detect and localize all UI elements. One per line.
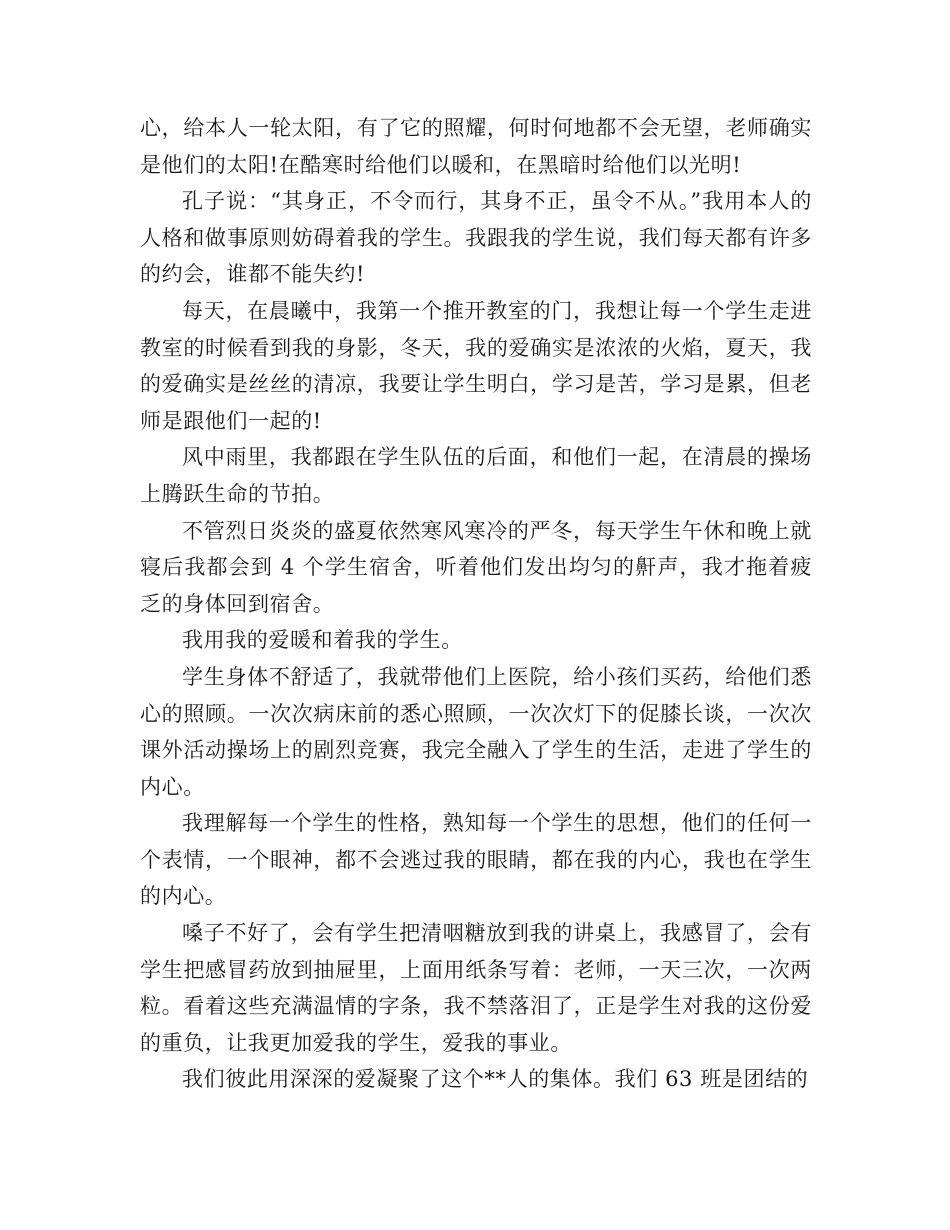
paragraph-4: 风中雨里，我都跟在学生队伍的后面，和他们一起，在清晨的操场上腾跃生命的节拍。: [140, 445, 812, 506]
paragraph-10: 我们彼此用深深的爱凝聚了这个**人的集体。我们 63 班是团结的: [182, 1067, 809, 1092]
paragraph-7: 学生身体不舒适了，我就带他们上医院，给小孩们买药，给他们悉心的照顾。一次次病床前的悉心照顾，一次次灯下的促膝长谈，一次次课外活动操场上的剧烈竞赛，我完全融入了学生的生活，走进了学生的内心。: [140, 664, 812, 799]
paragraph-8: 我理解每一个学生的性格，熟知每一个学生的思想，他们的任何一个表情，一个眼神，都不会逃过我的眼睛，都在我的内心，我也在学生的内心。: [140, 811, 812, 909]
paragraph-1: 心，给本人一轮太阳，有了它的照耀，何时何地都不会无望，老师确实是他们的太阳!在酷寒时给他们以暖和，在黑暗时给他们以光明!: [140, 116, 812, 177]
paragraph-2: 孔子说：“其身正，不令而行，其身不正，虽令不从。”我用本人的人格和做事原则妨碍着我的学生。我跟我的学生说，我们每天都有许多的约会，谁都不能失约!: [140, 189, 812, 287]
paragraph-3: 每天，在晨曦中，我第一个推开教室的门，我想让每一个学生走进教室的时候看到我的身影，冬天，我的爱确实是浓浓的火焰，夏天，我的爱确实是丝丝的清凉，我要让学生明白，学习是苦，学习是累，但老师是跟他们一起的!: [140, 298, 812, 433]
document-page: [140, 110, 812, 1098]
paragraph-5: 不管烈日炎炎的盛夏依然寒风寒冷的严冬，每天学生午休和晚上就寝后我都会到 4 个学生宿舍，听着他们发出均匀的鼾声，我才拖着疲乏的身体回到宿舍。: [140, 518, 812, 616]
paragraph-6: 我用我的爱暖和着我的学生。: [182, 628, 463, 653]
paragraph-9: 嗓子不好了，会有学生把清咽糖放到我的讲桌上，我感冒了，会有学生把感冒药放到抽屉里，上面用纸条写着：老师，一天三次，一次两粒。看着这些充满温情的字条，我不禁落泪了，正是学生对我的这份爱的重负，让我更加爱我的学生，爱我的事业。: [140, 921, 812, 1055]
